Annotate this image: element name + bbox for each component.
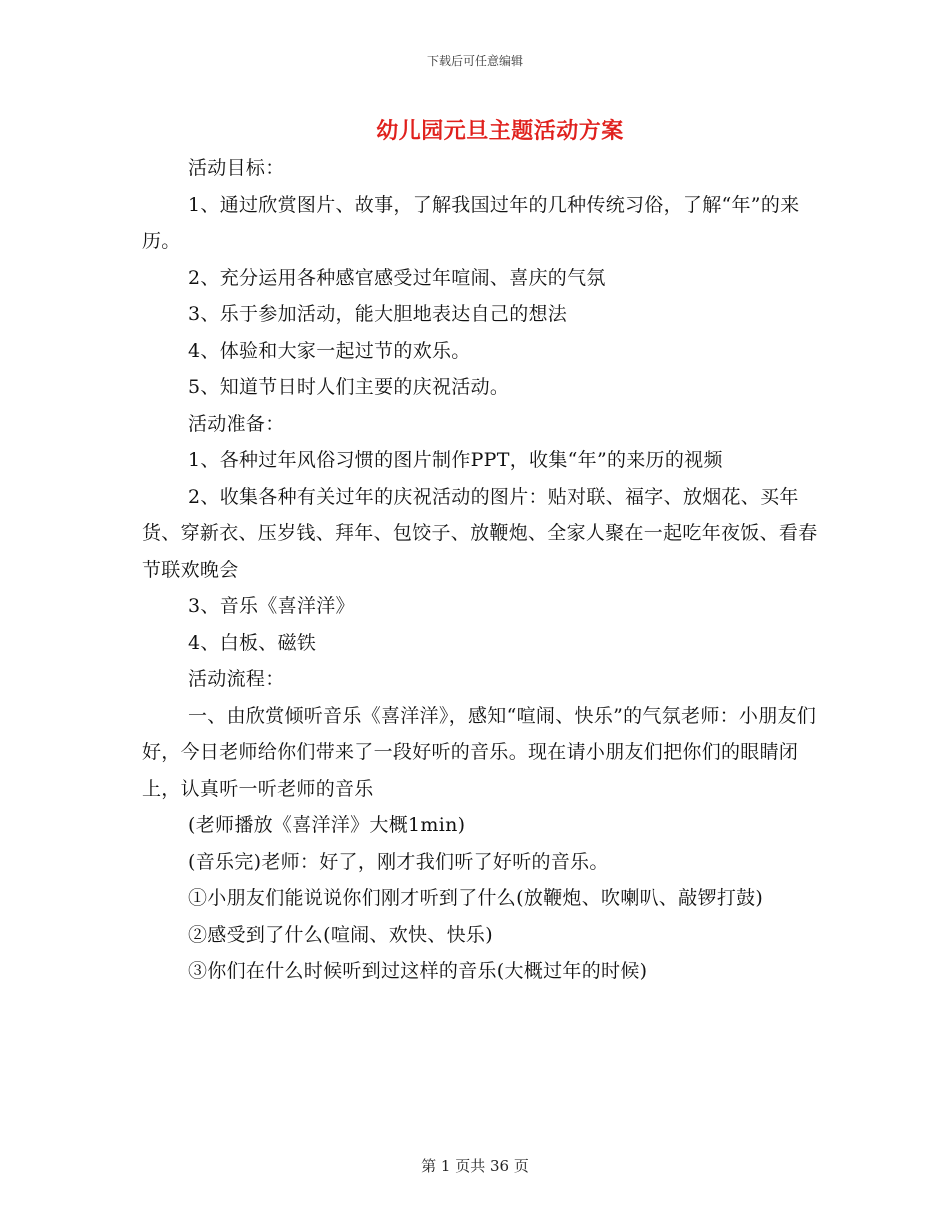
goal-item-2: 2、充分运用各种感官感受过年喧闹、喜庆的气氛 <box>188 266 606 289</box>
process-step-1: 一、由欣赏倾听音乐《喜洋洋》，感知“喧闹、快乐”的气氛老师：小朋友们好，今日老师给你们带来了一段好听的音乐。现在请小朋友们把你们的眼睛闭上，认真听一听老师的音乐 <box>142 704 817 800</box>
section-heading-process: 活动流程： <box>188 668 285 690</box>
goal-item-1: 1、通过欣赏图片、故事，了解我国过年的几种传统习俗，了解“年”的来历。 <box>142 193 800 252</box>
goal-item-4: 4、体验和大家一起过节的欢乐。 <box>188 339 471 362</box>
question-2: ②感受到了什么(喧闹、欢快、快乐) <box>188 923 493 946</box>
prep-item-4: 4、白板、磁铁 <box>188 631 317 654</box>
process-note-play-music: (老师播放《喜洋洋》大概1min) <box>188 814 466 836</box>
page-footer: 第 1 页共 36 页 <box>421 1157 529 1175</box>
question-3: ③你们在什么时候听到过这样的音乐(大概过年的时候) <box>188 960 648 982</box>
document-body <box>142 150 832 990</box>
goal-item-3: 3、乐于参加活动，能大胆地表达自己的想法 <box>188 303 568 325</box>
goal-item-5: 5、知道节日时人们主要的庆祝活动。 <box>188 376 510 398</box>
process-note-music-end: (音乐完)老师：好了，刚才我们听了好听的音乐。 <box>188 850 609 873</box>
header-note: 下载后可任意编辑 <box>426 54 523 68</box>
prep-item-3: 3、音乐《喜洋洋》 <box>188 595 355 617</box>
prep-item-2: 2、收集各种有关过年的庆祝活动的图片：贴对联、福字、放烟花、买年货、穿新衣、压岁钱、拜年、包饺子、放鞭炮、全家人聚在一起吃年夜饭、看春节联欢晚会 <box>142 485 818 581</box>
section-heading-preparation: 活动准备： <box>188 412 285 435</box>
document-title: 幼儿园元旦主题活动方案 <box>376 119 624 144</box>
question-1: ①小朋友们能说说你们刚才听到了什么(放鞭炮、吹喇叭、敲锣打鼓) <box>188 887 764 909</box>
section-heading-goals: 活动目标： <box>188 157 285 179</box>
prep-item-1: 1、各种过年风俗习惯的图片制作PPT，收集“年”的来历的视频 <box>188 449 723 471</box>
